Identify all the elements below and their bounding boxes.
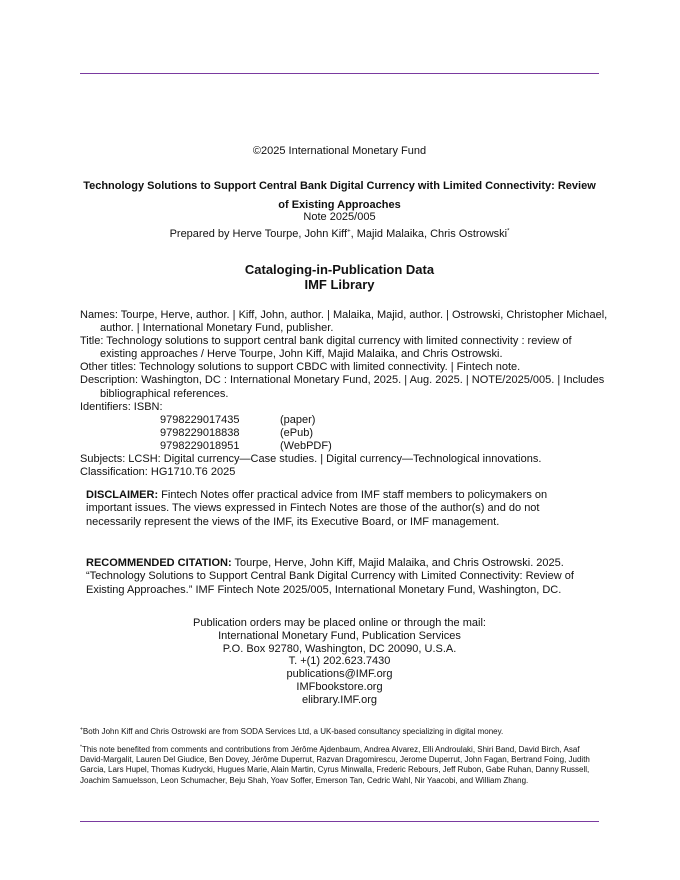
top-rule — [80, 73, 599, 74]
footnote-text: Both John Kiff and Chris Ostrowski are from SODA Services Ltd, a UK-based consultancy specializing in digital money. — [82, 727, 504, 736]
footnote-affiliation — [80, 727, 599, 737]
orders-address: P.O. Box 92780, Washington, DC 20090, U.S.A. — [222, 642, 457, 655]
cip-other-titles: Other titles: Technology solutions to support CBDC with limited connectivity. | Fintech note. — [80, 361, 521, 374]
note-number: Note 2025/005 — [303, 211, 376, 223]
copyright: ©2025 International Monetary Fund — [252, 145, 427, 157]
isbn-format: (ePub) — [280, 426, 314, 439]
citation-text: Tourpe, Herve, John Kiff, Majid Malaika, and Chris Ostrowski. 2025. “Technology Solutions to Support Central Bank Digital Currency with Limited Connectivity: Review of Existing Approaches.” IMF Fintech Note 2025/005, International Monetary Fund, Washington, DC. — [86, 557, 574, 596]
isbn-format: (WebPDF) — [280, 439, 332, 452]
disclaimer-label: DISCLAIMER: — [86, 489, 159, 501]
cip-subjects: Subjects: LCSH: Digital currency—Case studies. | Digital currency—Technological innovations. — [80, 453, 542, 466]
document-title: Technology Solutions to Support Central Bank Digital Currency with Limited Connectivity: Review of Existing Approaches — [83, 180, 596, 211]
isbn-format: (paper) — [280, 413, 316, 426]
isbn-number: 9798229018838 — [160, 426, 240, 439]
publication-orders — [80, 617, 599, 707]
orders-email: publications@IMF.org — [286, 668, 393, 681]
orders-phone: T. +(1) 202.623.7430 — [288, 655, 391, 668]
footnote-text: This note benefited from comments and contributions from Jérôme Ajdenbaum, Andrea Alvarez, Elli Androulaki, Shiri Band, David Birch, Asaf David-Margalit, Lauren Del Giudice, Ben Dovey, Jérôme Duperrut, Razvan Dragomirescu, Jerome Duperrut, John Fagan, Bertrand Foing, Judith Garcia, Lars Hupel, Thomas Kudrycki, Hugues Marie, Alain Martin, Cyrus Minwalla, Frederic Rebours, Jeff Rubon, Gabe Ruhan, Danny Russell, Joachim Samuelsson, Leon Schumacher, Beju Shah, Yoav Soffer, Emerson Tan, Cedric Wahl, Nir Yaacobi, and William Zhang. — [80, 745, 590, 785]
cip-classification: Classification: HG1710.T6 2025 — [80, 466, 236, 479]
footnote-mark: + — [80, 726, 83, 733]
cip-identifiers: Identifiers: ISBN: — [80, 400, 163, 413]
orders-elibrary: elibrary.IMF.org — [302, 693, 377, 706]
orders-intro: Publication orders may be placed online or through the mail: — [193, 617, 486, 629]
cip-record — [80, 309, 610, 479]
isbn-row — [80, 427, 610, 440]
disclaimer — [86, 489, 596, 529]
isbn-number: 9798229017435 — [160, 413, 240, 426]
recommended-citation — [86, 557, 596, 597]
bottom-rule — [80, 821, 599, 822]
citation-label: RECOMMENDED CITATION: — [86, 557, 232, 569]
cip-names: Names: Tourpe, Herve, author. | Kiff, John, author. | Malaika, Majid, author. | Ostrowski, Christopher Michael, author. | International Monetary Fund, publisher. — [80, 309, 608, 335]
authors-prefix: Prepared by Herve Tourpe, John Kiff — [169, 228, 348, 240]
cip-subheading: IMF Library — [304, 277, 375, 292]
footnote-acknowledgements — [80, 745, 599, 786]
disclaimer-text: Fintech Notes offer practical advice from IMF staff members to policymakers on important issues. The views expressed in Fintech Notes are those of the author(s) and do not necessarily represent the views of the IMF, its Executive Board, or IMF management. — [86, 489, 548, 528]
orders-bookstore: IMFbookstore.org — [296, 680, 383, 693]
authors-middle: , Majid Malaika, Chris Ostrowski — [350, 228, 508, 240]
isbn-number: 9798229018951 — [160, 439, 240, 452]
footnote-mark: * — [80, 744, 82, 751]
isbn-row — [80, 414, 610, 427]
kiff-footnote-mark: + — [347, 228, 351, 235]
ostrowski-footnote-mark: * — [507, 228, 510, 235]
cip-title: Title: Technology solutions to support central bank digital currency with limited connectivity : review of existing approaches / Herve Tourpe, John Kiff, Majid Malaika, and Chris Ostrowski. — [80, 335, 572, 361]
isbn-row — [80, 440, 610, 453]
orders-org: International Monetary Fund, Publication Services — [218, 629, 461, 642]
cip-heading: Cataloging-in-Publication Data — [244, 262, 435, 277]
prepared-by — [80, 228, 599, 240]
cip-description: Description: Washington, DC : International Monetary Fund, 2025. | Aug. 2025. | NOTE/2025/005. | Includes bibliographical references. — [80, 374, 605, 400]
